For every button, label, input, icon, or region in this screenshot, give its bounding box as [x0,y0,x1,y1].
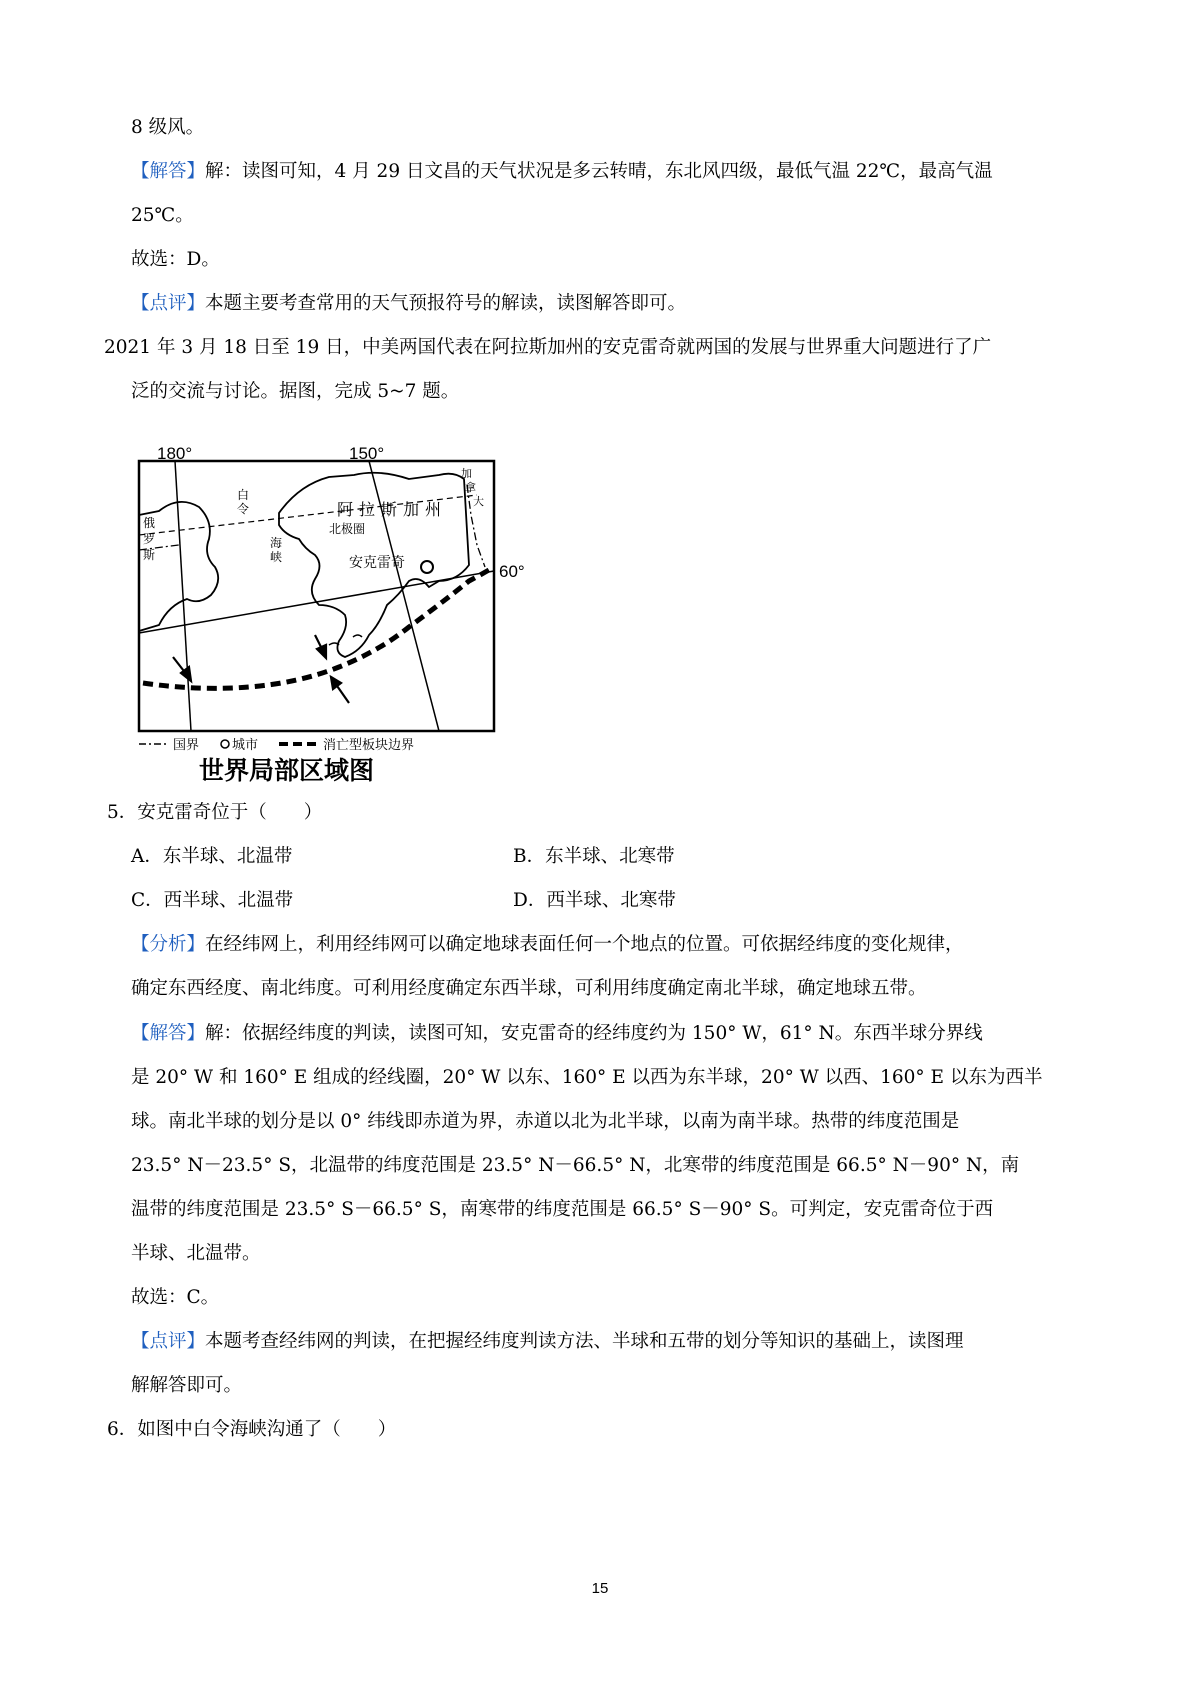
answer-tag: 【解答】 [131,161,206,182]
answer-line: 半球、北温带。 [131,1243,261,1264]
page-number: 15 [591,1580,609,1597]
option-c[interactable]: C．西半球、北温带 [131,890,294,911]
lat-60-label: 60° [499,562,525,581]
option-a[interactable]: A．东半球、北温带 [131,846,293,867]
text-line: 25℃。 [131,205,194,226]
analysis-line [131,932,964,958]
bering-label-2: 令 [237,502,250,516]
review-line [131,291,686,317]
russia-label-2: 罗 [143,532,156,546]
analysis-text: 在经纬网上，利用经纬网可以确定地球表面任何一个地点的位置。可依据经纬度的变化规律， [205,934,964,955]
bering-label-3: 海 [270,536,283,550]
review-tag: 【点评】 [131,1331,206,1352]
lon-150-label: 150° [349,444,385,463]
answer-text: 解：依据经纬度的判读，读图可知，安克雷奇的经纬度约为 150° W，61° N。东西半球分界线 [205,1023,983,1044]
choice-line: 故选：C。 [131,1287,220,1308]
legend-plate-label: 消亡型板块边界 [323,738,415,753]
answer-tag: 【解答】 [131,1023,206,1044]
question-5-stem: 5．安克雷奇位于（ ） [107,802,323,823]
bering-label-1: 白 [237,488,250,502]
world-regional-map [139,444,539,785]
alaska-label: 阿拉斯加州 [337,500,448,519]
anchorage-label: 安克雷奇 [349,555,405,571]
answer-text: 解：读图可知，4 月 29 日文昌的天气状况是多云转晴，东北风四级，最低气温 22℃，最高气温 [205,161,993,182]
legend-border-label: 国界 [173,738,200,753]
answer-line [131,159,993,185]
analysis-line: 确定东西经度、南北纬度。可利用经度确定东西半球，可利用纬度确定南北半球，确定地球五带。 [131,978,927,999]
answer-line: 是 20° W 和 160° E 组成的经线圈，20° W 以东、160° E 以西为东半球，20° W 以西、160° E 以东为西半 [131,1067,1043,1088]
answer-line: 球。南北半球的划分是以 0° 纬线即赤道为界，赤道以北为北半球，以南为南半球。热带的纬度范围是 [131,1111,960,1132]
canada-label-3: 大 [473,495,484,508]
arctic-circle-label: 北极圈 [329,522,366,536]
legend-city-label: 城市 [232,738,259,753]
legend-city-symbol [221,740,229,748]
answer-line [131,1021,983,1047]
choice-line: 故选：D。 [131,249,220,270]
passage-line: 泛的交流与讨论。据图，完成 5~7 题。 [131,381,460,402]
canada-label-1: 加 [461,467,472,480]
answer-line: 温带的纬度范围是 23.5° S－66.5° S，南寒带的纬度范围是 66.5° S－90° S。可判定，安克雷奇位于西 [131,1199,994,1220]
review-line: 解解答即可。 [131,1375,243,1396]
option-d[interactable]: D．西半球、北寒带 [513,890,676,911]
russia-label-3: 斯 [143,548,156,562]
passage-line: 2021 年 3 月 18 日至 19 日，中美两国代表在阿拉斯加州的安克雷奇就两国的发展与世界重大问题进行了广 [104,337,992,358]
review-tag: 【点评】 [131,293,206,314]
question-6-stem: 6．如图中白令海峡沟通了（ ） [107,1419,397,1440]
review-text: 本题考查经纬网的判读，在把握经纬度判读方法、半球和五带的划分等知识的基础上，读图理 [205,1331,964,1352]
analysis-tag: 【分析】 [131,934,206,955]
review-text: 本题主要考查常用的天气预报符号的解读，读图解答即可。 [205,293,687,314]
subduction-boundary [143,567,494,688]
lon-180-label: 180° [157,444,193,463]
review-line [131,1329,964,1355]
anchorage-city-marker [421,561,433,573]
option-b[interactable]: B．东半球、北寒带 [513,846,675,867]
canada-label-2: 拿 [465,481,476,494]
island [329,635,362,645]
map-caption: 世界局部区域图 [199,756,375,785]
bering-label-4: 峡 [270,550,283,564]
russia-label-1: 俄 [143,516,156,530]
text-line: 8 级风。 [131,117,205,138]
answer-line: 23.5° N－23.5° S，北温带的纬度范围是 23.5° N－66.5° N，北寒带的纬度范围是 66.5° N－90° N，南 [131,1155,1020,1176]
plate-motion-arrows [173,635,349,703]
